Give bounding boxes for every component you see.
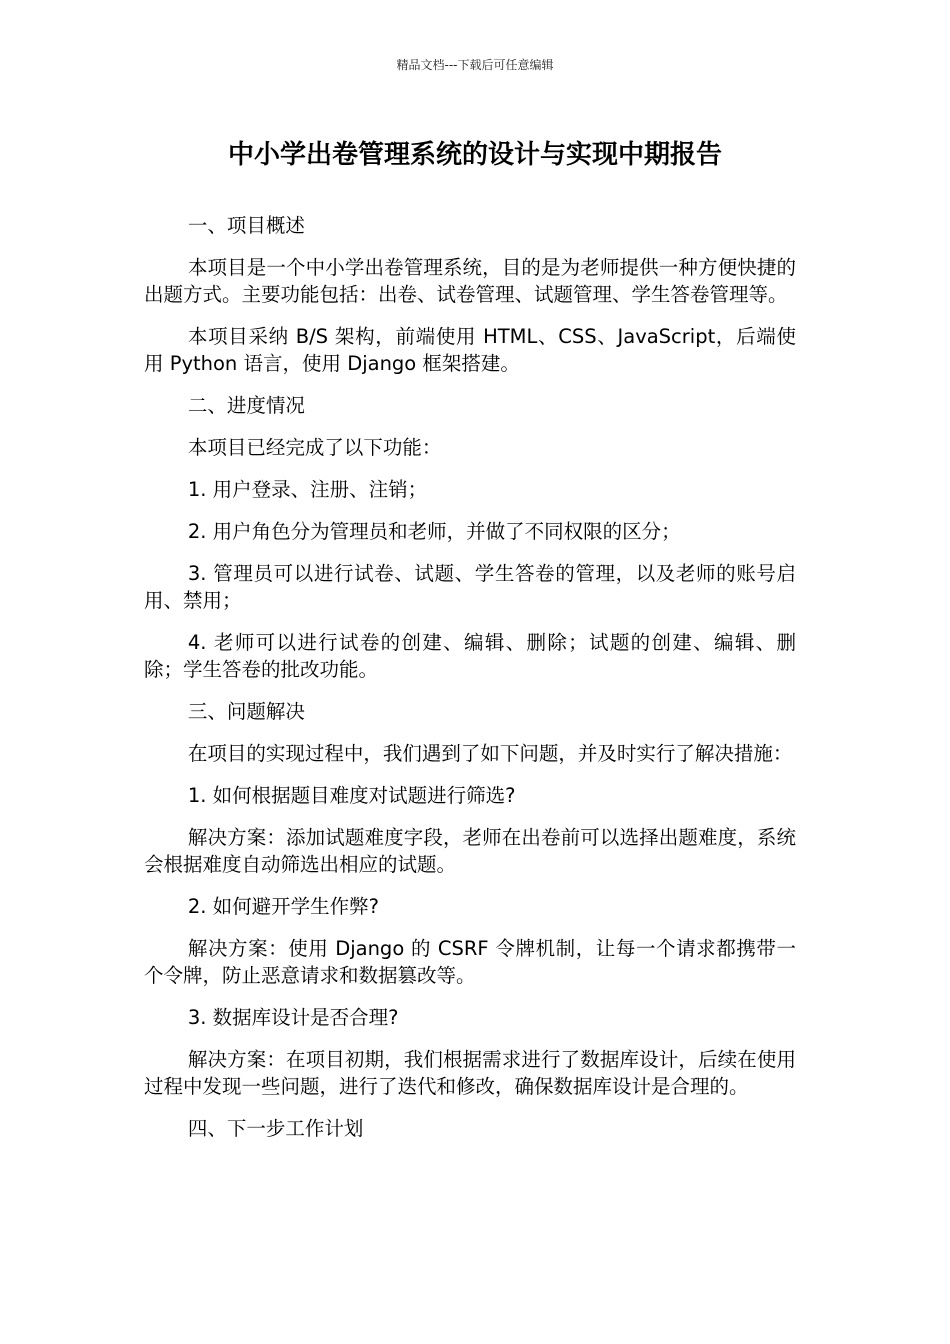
paragraph: 本项目采纳 B/S 架构，前端使用 HTML、CSS、JavaScript，后端使用 Python 语言，使用 Django 框架搭建。 — [144, 325, 796, 375]
question-item: 2. 如何避开学生作弊? — [187, 895, 380, 918]
solution-paragraph: 解决方案：使用 Django 的 CSRF 令牌机制，让每一个请求都携带一个令牌，防止恶意请求和数据篡改等。 — [144, 937, 796, 987]
document-body — [144, 212, 796, 1157]
paragraph: 本项目是一个中小学出卷管理系统，目的是为老师提供一种方便快捷的出题方式。主要功能包括：出卷、试卷管理、试题管理、学生答卷管理等。 — [144, 256, 796, 306]
paragraph: 本项目已经完成了以下功能： — [187, 436, 442, 459]
list-item: 3. 管理员可以进行试卷、试题、学生答卷的管理，以及老师的账号启用、禁用； — [144, 562, 796, 612]
document-title: 中小学出卷管理系统的设计与实现中期报告 — [227, 140, 722, 170]
paragraph: 在项目的实现过程中，我们遇到了如下问题，并及时实行了解决措施： — [187, 742, 793, 765]
section-heading-next-steps: 四、下一步工作计划 — [187, 1117, 364, 1140]
header-note: 精品文档---下载后可任意编辑 — [396, 58, 554, 72]
solution-paragraph: 解决方案：添加试题难度字段，老师在出卷前可以选择出题难度，系统会根据难度自动筛选出相应的试题。 — [144, 826, 796, 876]
list-item: 4. 老师可以进行试卷的创建、编辑、删除；试题的创建、编辑、删除；学生答卷的批改功能。 — [144, 631, 796, 681]
list-item: 2. 用户角色分为管理员和老师，并做了不同权限的区分； — [187, 520, 681, 543]
question-item: 1. 如何根据题目难度对试题进行筛选? — [187, 784, 516, 807]
question-item: 3. 数据库设计是否合理? — [187, 1006, 399, 1029]
section-heading-progress: 二、进度情况 — [187, 394, 305, 417]
list-item: 1. 用户登录、注册、注销； — [187, 478, 428, 501]
solution-paragraph: 解决方案：在项目初期，我们根据需求进行了数据库设计，后续在使用过程中发现一些问题，进行了迭代和修改，确保数据库设计是合理的。 — [144, 1048, 796, 1098]
section-heading-problems: 三、问题解决 — [187, 700, 305, 723]
section-heading-overview: 一、项目概述 — [187, 214, 305, 237]
